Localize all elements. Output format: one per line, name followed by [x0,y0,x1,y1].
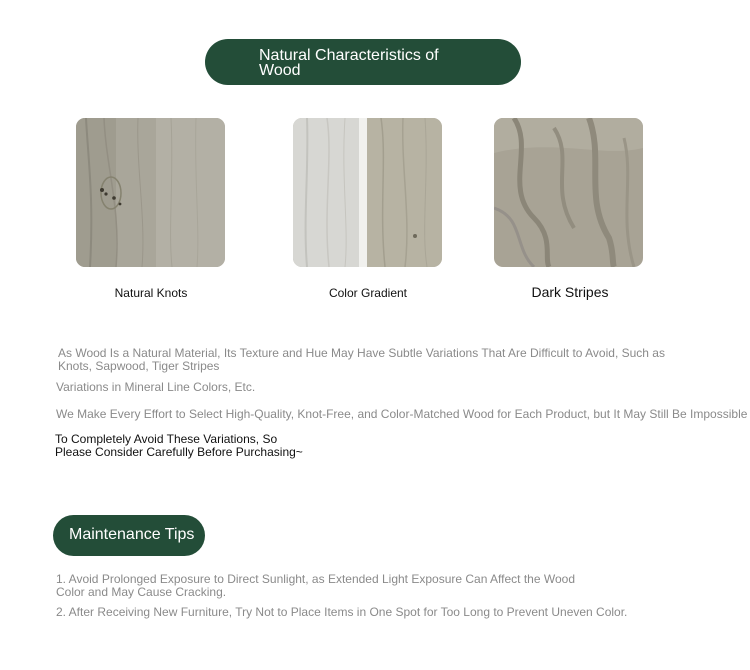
maintenance-title: Maintenance Tips [69,526,195,543]
wood-color-gradient-texture [293,118,442,267]
description-line: To Completely Avoid These Variations, So [55,432,278,446]
maintenance-tip: 2. After Receiving New Furniture, Try Not to Place Items in One Spot for Too Long to Prevent Uneven Color. [56,605,628,619]
caption-color-gradient: Color Gradient [328,286,408,300]
description-line: Knots, Sapwood, Tiger Stripes [58,359,220,373]
maintenance-title-pill [53,515,205,556]
wood-knots-image [76,118,225,267]
description-line: Please Consider Carefully Before Purchasing~ [55,445,303,459]
caption-dark-stripes: Dark Stripes [531,284,609,300]
wood-dark-stripes-texture [494,118,643,267]
wood-stripes-image [494,118,643,267]
wood-gradient-image [293,118,442,267]
section-title-pill [205,39,521,85]
wood-knots-texture [76,118,225,267]
description-line: As Wood Is a Natural Material, Its Texture and Hue May Have Subtle Variations That Are Difficult to Avoid, Such as [58,346,665,360]
caption-natural-knots: Natural Knots [114,286,188,300]
description-line: We Make Every Effort to Select High-Quality, Knot-Free, and Color-Matched Wood for Each Product, but It May Still Be Impossible [56,407,748,421]
page-title: Natural Characteristics of Wood [259,47,439,79]
maintenance-tip: Color and May Cause Cracking. [56,585,227,599]
maintenance-tip: 1. Avoid Prolonged Exposure to Direct Sunlight, as Extended Light Exposure Can Affect the Wood [56,572,575,586]
description-line: Variations in Mineral Line Colors, Etc. [56,380,256,394]
